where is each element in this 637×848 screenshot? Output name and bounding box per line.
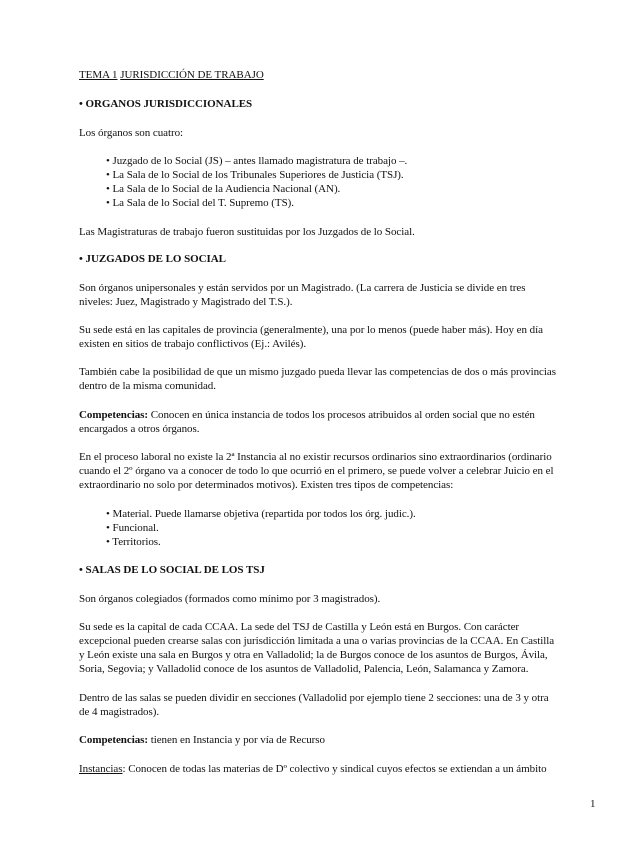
competencias-text: tienen en Instancia y por vía de Recurso — [148, 734, 325, 746]
list-item: • La Sala de lo Social de la Audiencia Nacional (AN). — [106, 183, 341, 195]
paragraph-line — [79, 408, 535, 422]
paragraph-line: y León existe una sala en Burgos y otra en Valladolid; la de Burgos conoce de los asuntos de Burgos, Ávila, — [79, 649, 548, 661]
paragraph-line: Soria, Segovia; y Valladolid conoce de los asuntos de Valladolid, Palencia, León, Salamanca y Zamora. — [79, 663, 529, 675]
paragraph-line: cuando el 2º órgano va a conocer de todo lo que ocurrió en el primero, se puede volver a celebrar Juicio en el — [79, 465, 554, 477]
title-part-2: JURISDICCIÓN DE TRABAJO — [120, 69, 264, 81]
paragraph: Las Magistraturas de trabajo fueron sustituidas por los Juzgados de lo Social. — [79, 226, 415, 238]
paragraph-line: de 4 magistrados). — [79, 706, 160, 718]
paragraph-line: niveles: Juez, Magistrado y Magistrado del T.S.). — [79, 296, 293, 308]
paragraph-line: encargados a otros órganos. — [79, 423, 200, 435]
section-heading-juzgados: • JUZGADOS DE LO SOCIAL — [79, 253, 226, 265]
list-item: • Juzgado de lo Social (JS) – antes llamado magistratura de trabajo –. — [106, 155, 408, 167]
paragraph-line: Dentro de las salas se pueden dividir en secciones (Valladolid por ejemplo tiene 2 secciones: una de 3 y otra — [79, 692, 549, 704]
competencias-label: Competencias: — [79, 734, 149, 746]
section-heading-organos: • ORGANOS JURISDICCIONALES — [79, 98, 253, 110]
list-item: • La Sala de lo Social del T. Supremo (TS). — [106, 197, 294, 209]
instancias-text: : Conocen de todas las materias de Dº colectivo y sindical cuyos efectos se extiendan a un ámbito — [122, 763, 547, 775]
list-item: • Material. Puede llamarse objetiva (repartida por todos los órg. judic.). — [106, 508, 416, 520]
paragraph-line: Son órganos colegiados (formados como mínimo por 3 magistrados). — [79, 593, 381, 605]
paragraph-line: Su sede es la capital de cada CCAA. La sede del TSJ de Castilla y León está en Burgos. Con carácter — [79, 621, 520, 633]
paragraph-line: dentro de la misma comunidad. — [79, 380, 216, 392]
paragraph-line: excepcional pueden crearse salas con jurisdicción limitada a una o varias provincias de la CCAA. En Castilla — [79, 635, 555, 647]
paragraph-line — [79, 733, 325, 747]
list-item: • Territorios. — [106, 536, 161, 548]
paragraph-line: Su sede está en las capitales de provincia (generalmente), una por lo menos (puede haber más). Hoy en día — [79, 324, 543, 336]
list-item: • Funcional. — [106, 522, 159, 534]
page-title — [79, 68, 264, 82]
page-number: 1 — [590, 798, 596, 810]
paragraph-line — [79, 762, 547, 776]
paragraph-line: Son órganos unipersonales y están servidos por un Magistrado. (La carrera de Justicia se divide en tres — [79, 282, 526, 294]
paragraph-line: También cabe la posibilidad de que un mismo juzgado pueda llevar las competencias de dos o más provincias — [79, 366, 556, 378]
paragraph-line: En el proceso laboral no existe la 2ª Instancia al no existir recursos ordinarios sino extraordinarios (ordinario — [79, 451, 552, 463]
list-item: • La Sala de lo Social de los Tribunales Superiores de Justicia (TSJ). — [106, 169, 404, 181]
paragraph-line: existen en sitios de trabajo conflictivos (Ej.: Avilés). — [79, 338, 307, 350]
instancias-label: Instancias — [79, 763, 123, 775]
competencias-text: Conocen en única instancia de todos los procesos atribuidos al orden social que no estén — [148, 409, 535, 421]
paragraph: Los órganos son cuatro: — [79, 127, 184, 139]
competencias-label: Competencias: — [79, 409, 149, 421]
paragraph-line: extraordinario no solo por determinados motivos). Existen tres tipos de competencias: — [79, 479, 454, 491]
title-part-1: TEMA 1 — [79, 69, 118, 81]
section-heading-salas: • SALAS DE LO SOCIAL DE LOS TSJ — [79, 564, 265, 576]
